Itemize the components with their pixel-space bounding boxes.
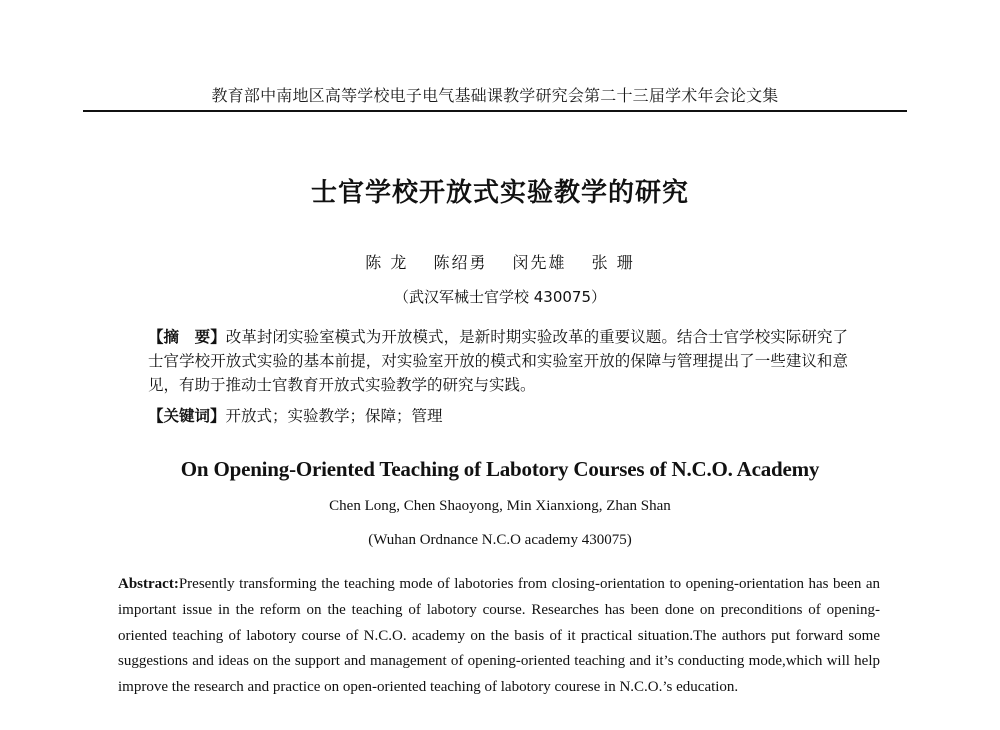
keywords-label-chinese: 【关键词】 bbox=[148, 407, 226, 425]
running-header: 教育部中南地区高等学校电子电气基础课教学研究会第二十三届学术年会论文集 bbox=[211, 86, 779, 105]
header-rule bbox=[83, 110, 907, 112]
paper-title-english: On Opening-Oriented Teaching of Labotory Courses of N.C.O. Academy bbox=[180, 457, 820, 481]
author-list-english: Chen Long, Chen Shaoyong, Min Xianxiong, Zhan Shan bbox=[329, 498, 671, 514]
author-name: 陈 龙 bbox=[365, 253, 409, 272]
paper-title-chinese: 士官学校开放式实验教学的研究 bbox=[310, 178, 689, 208]
author-name: 张 珊 bbox=[591, 253, 635, 272]
keywords-chinese bbox=[148, 404, 848, 428]
affiliation-english: (Wuhan Ordnance N.C.O academy 430075) bbox=[368, 532, 632, 548]
abstract-chinese bbox=[148, 325, 848, 397]
abstract-english bbox=[118, 572, 880, 701]
abstract-text-english: Presently transforming the teaching mode of labotories from closing-orientation to opening-orientation has been an important issue in the reform on the teaching of labotory course. Researches has been done on preconditions of opening-oriented teaching of labotory course of N.C.O. academy on the basis of it practical situation.The authors put forward some suggestions and ideas on the support and management of opening-oriented teaching and it’s conducting mode,which will help improve the research and practice on open-oriented teaching of labotory courese in N.C.O.’s education. bbox=[118, 576, 880, 696]
keywords-text-chinese: 开放式；实验教学；保障；管理 bbox=[225, 407, 443, 425]
author-name: 陈绍勇 bbox=[433, 253, 488, 272]
abstract-label-english: Abstract: bbox=[118, 576, 179, 592]
author-list-chinese bbox=[0, 252, 1000, 274]
abstract-text-chinese: 改革封闭实验室模式为开放模式，是新时期实验改革的重要议题。结合士官学校实际研究了士官学校开放式实验的基本前提，对实验室开放的模式和实验室开放的保障与管理提出了一些建议和意见，有助于推动士官教育开放式实验教学的研究与实践。 bbox=[148, 328, 848, 394]
abstract-label-chinese: 【摘 要】 bbox=[148, 328, 226, 346]
affiliation-chinese: （武汉军械士官学校 430075） bbox=[393, 288, 607, 306]
author-name: 闵先雄 bbox=[512, 253, 567, 272]
